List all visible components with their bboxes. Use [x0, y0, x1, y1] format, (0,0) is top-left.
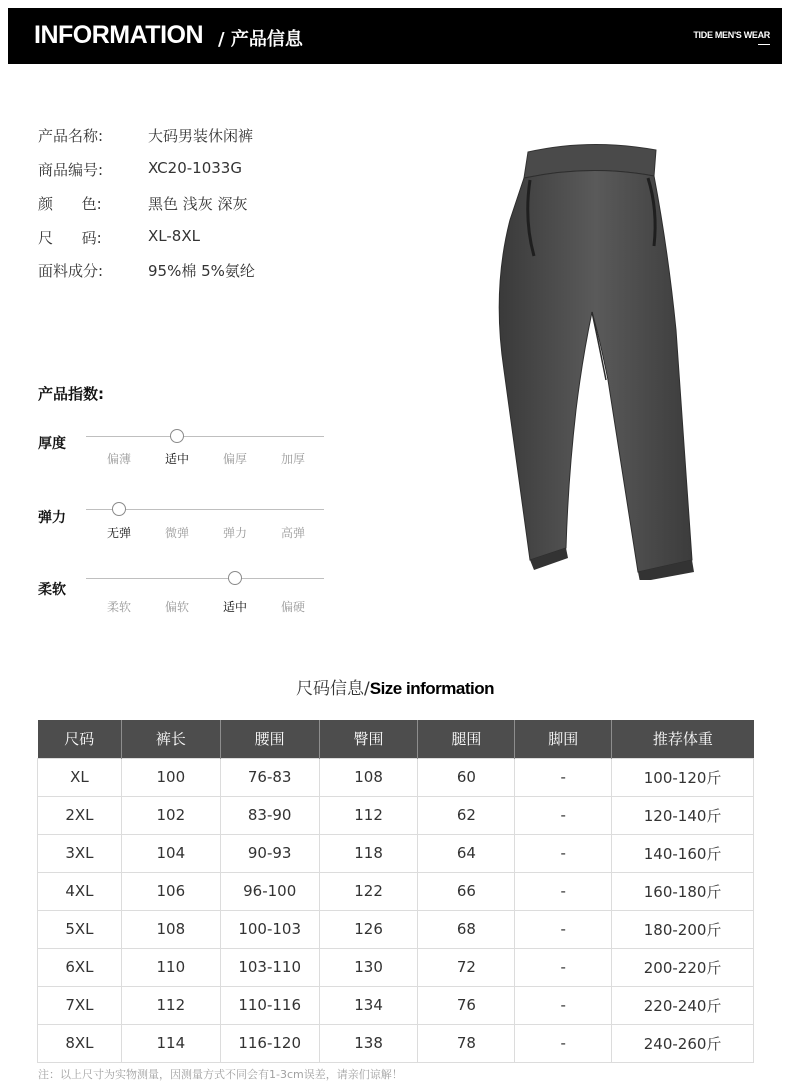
table-cell: -: [515, 1024, 612, 1062]
size-info-title-cn: 尺码信息/: [296, 679, 370, 699]
table-row: [38, 796, 754, 834]
column-header: 腿围: [418, 720, 515, 758]
table-row: [38, 1024, 754, 1062]
table-cell: 118: [319, 834, 418, 872]
table-row: [38, 872, 754, 910]
scale-option: 微弹: [164, 526, 189, 540]
table-cell: 83-90: [220, 796, 319, 834]
table-cell: -: [515, 948, 612, 986]
info-value: 黑色 浅灰 深灰: [148, 195, 248, 213]
column-header: 腰围: [220, 720, 319, 758]
table-header-row: [38, 720, 754, 758]
header-title-cn: / 产品信息: [218, 29, 303, 50]
table-cell: 103-110: [220, 948, 319, 986]
table-cell: 7XL: [38, 986, 122, 1024]
table-cell: 126: [319, 910, 418, 948]
column-header: 推荐体重: [612, 720, 754, 758]
table-cell: -: [515, 834, 612, 872]
measurement-note: 注：以上尺寸为实物测量，因测量方式不同会有1-3cm误差，请亲们谅解！: [38, 1068, 403, 1081]
info-value: XC20-1033G: [148, 159, 242, 177]
table-cell: XL: [38, 758, 122, 796]
table-cell: -: [515, 910, 612, 948]
info-value: 95%棉 5%氨纶: [148, 262, 255, 280]
scale-softness-line: [86, 578, 324, 579]
scale-option: 弹力: [222, 526, 247, 540]
table-cell: 200-220斤: [612, 948, 754, 986]
info-row-name: [38, 125, 253, 147]
scale-thickness-knob: [170, 429, 184, 443]
table-row: [38, 910, 754, 948]
table-row: [38, 986, 754, 1024]
table-cell: 134: [319, 986, 418, 1024]
table-cell: 180-200斤: [612, 910, 754, 948]
table-cell: 112: [121, 986, 220, 1024]
size-info-title-en: Size information: [369, 679, 494, 698]
table-cell: 100-120斤: [612, 758, 754, 796]
table-cell: 8XL: [38, 1024, 122, 1062]
table-cell: 2XL: [38, 796, 122, 834]
table-cell: 3XL: [38, 834, 122, 872]
table-cell: 104: [121, 834, 220, 872]
table-cell: 90-93: [220, 834, 319, 872]
table-cell: 62: [418, 796, 515, 834]
info-label: 商品编号:: [38, 161, 104, 179]
table-cell: -: [515, 796, 612, 834]
table-cell: 78: [418, 1024, 515, 1062]
info-value: 大码男装休闲裤: [148, 127, 254, 145]
info-row-code: [38, 159, 242, 181]
table-cell: 122: [319, 872, 418, 910]
scale-option: 高弹: [280, 526, 305, 540]
info-value: XL-8XL: [148, 227, 200, 245]
info-row-size: [38, 227, 200, 249]
info-label: 尺 码:: [38, 229, 102, 247]
header-bar: [8, 8, 782, 64]
scale-option: 偏厚: [222, 452, 247, 466]
table-cell: 64: [418, 834, 515, 872]
scale-option: 无弹: [106, 526, 131, 540]
table-cell: 110: [121, 948, 220, 986]
scale-thickness-label: 厚度: [38, 436, 66, 452]
table-cell: 108: [319, 758, 418, 796]
table-cell: -: [515, 758, 612, 796]
size-table: [37, 720, 754, 1063]
brand-underline: [758, 44, 770, 45]
table-cell: 102: [121, 796, 220, 834]
table-cell: 68: [418, 910, 515, 948]
scale-option: 偏软: [164, 600, 189, 614]
info-row-color: [38, 193, 248, 215]
scale-option: 加厚: [280, 452, 305, 466]
table-cell: 108: [121, 910, 220, 948]
header-title-en: INFORMATION: [34, 21, 204, 49]
index-title: 产品指数:: [38, 385, 104, 403]
table-cell: 60: [418, 758, 515, 796]
table-cell: 5XL: [38, 910, 122, 948]
brand-label: TIDE MEN'S WEAR: [693, 30, 770, 40]
table-cell: 76-83: [220, 758, 319, 796]
table-cell: 130: [319, 948, 418, 986]
size-info-title: [0, 674, 790, 699]
table-cell: 140-160斤: [612, 834, 754, 872]
table-cell: 110-116: [220, 986, 319, 1024]
table-cell: 112: [319, 796, 418, 834]
scale-elasticity-knob: [112, 502, 126, 516]
info-label: 产品名称:: [38, 127, 104, 145]
table-cell: 100-103: [220, 910, 319, 948]
scale-option: 适中: [222, 600, 247, 614]
table-cell: 96-100: [220, 872, 319, 910]
table-cell: -: [515, 872, 612, 910]
table-cell: 240-260斤: [612, 1024, 754, 1062]
table-cell: 106: [121, 872, 220, 910]
scale-option: 适中: [164, 452, 189, 466]
table-cell: 6XL: [38, 948, 122, 986]
table-cell: -: [515, 986, 612, 1024]
column-header: 臀围: [319, 720, 418, 758]
table-body: [38, 758, 754, 1062]
table-cell: 114: [121, 1024, 220, 1062]
table-cell: 72: [418, 948, 515, 986]
column-header: 尺码: [38, 720, 122, 758]
table-row: [38, 834, 754, 872]
info-label: 颜 色:: [38, 195, 102, 213]
table-cell: 220-240斤: [612, 986, 754, 1024]
table-row: [38, 758, 754, 796]
table-cell: 160-180斤: [612, 872, 754, 910]
scale-thickness-line: [86, 436, 324, 437]
scale-softness-label: 柔软: [38, 582, 66, 598]
info-label: 面料成分:: [38, 262, 104, 280]
table-cell: 100: [121, 758, 220, 796]
column-header: 裤长: [121, 720, 220, 758]
table-cell: 120-140斤: [612, 796, 754, 834]
table-cell: 76: [418, 986, 515, 1024]
column-header: 脚围: [515, 720, 612, 758]
scale-option: 柔软: [106, 600, 131, 614]
pants-product-image: [470, 140, 710, 580]
scale-option: 偏硬: [280, 600, 305, 614]
info-row-fabric: [38, 260, 255, 282]
table-cell: 4XL: [38, 872, 122, 910]
scale-softness-knob: [228, 571, 242, 585]
table-cell: 66: [418, 872, 515, 910]
scale-option: 偏薄: [106, 452, 131, 466]
table-row: [38, 948, 754, 986]
table-cell: 138: [319, 1024, 418, 1062]
scale-elasticity-label: 弹力: [38, 510, 66, 526]
table-cell: 116-120: [220, 1024, 319, 1062]
